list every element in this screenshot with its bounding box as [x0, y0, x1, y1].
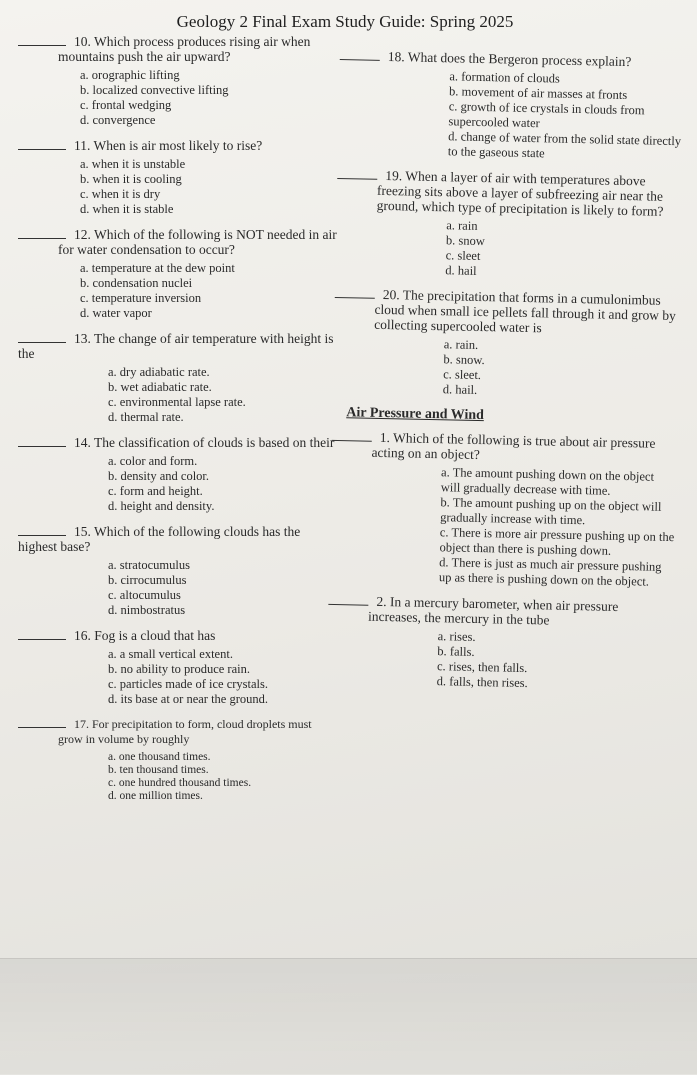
question-number: 1.	[379, 429, 391, 446]
question-stem: In a mercury barometer, when air pressure increases, the mercury in the tube	[367, 594, 619, 628]
question-number: 12.	[74, 227, 91, 242]
question-10	[18, 34, 338, 128]
question-18	[338, 48, 685, 164]
option-a: a. one thousand times.	[108, 751, 211, 763]
section-heading: Air Pressure and Wind	[346, 405, 485, 424]
right-column	[326, 48, 685, 704]
question-number: 19.	[385, 167, 403, 184]
option-a: a. stratocumulus	[108, 558, 190, 572]
answer-blank[interactable]	[18, 149, 66, 150]
option-c: c. environmental lapse rate.	[108, 395, 246, 409]
option-c: c. form and height.	[108, 484, 203, 498]
question-number: 10.	[74, 34, 91, 49]
option-d: d. hail.	[442, 382, 478, 397]
left-column	[18, 34, 338, 813]
question-number: 2.	[376, 593, 387, 610]
question-number: 13.	[74, 331, 91, 346]
option-d: d. There is just as much air pressure pushing up as there is pushing down on the object.	[438, 555, 662, 589]
question-stem: The precipitation that forms in a cumulonimbus cloud when small ice pellets fall through it and grow by collecting supercooled water is	[374, 287, 677, 336]
question-stem: Which of the following is true about air pressure acting on an object?	[371, 430, 656, 463]
answer-blank[interactable]	[18, 446, 66, 447]
question-stem: Which of the following is NOT needed in air for water condensation to occur?	[58, 227, 337, 257]
question-air-1	[329, 429, 677, 590]
option-a: a. rises.	[437, 629, 476, 644]
option-c: c. There is more air pressure pushing up on the object than there is pushing down.	[439, 525, 675, 558]
option-d: d. change of water from the solid state directly to the gaseous state	[447, 129, 682, 161]
option-a: a. color and form.	[108, 454, 198, 468]
option-b: b. cirrocumulus	[108, 573, 187, 587]
question-stem: When is air most likely to rise?	[93, 138, 263, 153]
option-b: b. density and color.	[108, 469, 210, 483]
option-d: d. when it is stable	[80, 202, 174, 216]
question-number: 14.	[74, 435, 91, 450]
question-number: 18.	[387, 49, 405, 65]
option-d: d. falls, then rises.	[436, 674, 528, 691]
option-b: b. localized convective lifting	[80, 83, 229, 97]
option-d: d. height and density.	[108, 499, 215, 513]
question-20	[333, 286, 680, 402]
question-stem: Which of the following clouds has the highest base?	[18, 524, 301, 554]
answer-blank[interactable]	[18, 727, 66, 728]
option-a: a. a small vertical extent.	[108, 647, 233, 661]
option-a: a. The amount pushing down on the object will gradually decrease with time.	[440, 465, 655, 498]
question-number: 17.	[74, 717, 89, 731]
option-a: a. formation of clouds	[449, 69, 560, 86]
option-c: c. temperature inversion	[80, 291, 202, 305]
question-13	[18, 331, 338, 425]
question-17	[18, 717, 338, 803]
question-16	[18, 628, 338, 707]
option-d: d. thermal rate.	[108, 410, 184, 424]
question-15	[18, 524, 338, 618]
answer-blank[interactable]	[340, 59, 380, 61]
option-d: d. water vapor	[80, 306, 152, 320]
option-c: c. when it is dry	[80, 187, 161, 201]
answer-blank[interactable]	[337, 178, 377, 180]
answer-blank[interactable]	[332, 440, 372, 442]
option-b: b. no ability to produce rain.	[108, 662, 250, 676]
option-d: d. nimbostratus	[108, 603, 186, 617]
answer-blank[interactable]	[18, 639, 66, 640]
answer-blank[interactable]	[18, 342, 66, 343]
option-b: b. snow	[445, 233, 486, 249]
option-a: a. orographic lifting	[80, 68, 180, 82]
question-stem: What does the Bergeron process explain?	[407, 49, 632, 70]
option-d: d. convergence	[80, 113, 156, 127]
answer-blank[interactable]	[18, 45, 66, 46]
option-a: a. temperature at the dew point	[80, 261, 235, 275]
answer-blank[interactable]	[335, 297, 375, 299]
option-c: c. growth of ice crystals in clouds from supercooled water	[448, 99, 645, 131]
option-b: b. falls.	[437, 644, 475, 659]
question-air-2	[327, 593, 674, 694]
option-a: a. rain	[446, 218, 478, 233]
option-a: a. rain.	[443, 337, 479, 352]
question-stem: For precipitation to form, cloud droplets must grow in volume by roughly	[58, 717, 312, 746]
question-stem: Fog is a cloud that has	[94, 628, 216, 643]
answer-blank[interactable]	[328, 604, 368, 606]
option-d: d. hail	[445, 263, 477, 278]
option-b: b. snow.	[443, 352, 485, 368]
question-number: 16.	[74, 628, 91, 643]
question-11	[18, 138, 338, 217]
option-c: c. frontal wedging	[80, 98, 172, 112]
option-c: c. particles made of ice crystals.	[108, 677, 268, 691]
option-a: a. when it is unstable	[80, 157, 186, 171]
question-number: 11.	[74, 138, 91, 153]
option-d: d. one million times.	[108, 790, 203, 802]
question-stem: Which process produces rising air when mountains push the air upward?	[58, 34, 311, 64]
option-a: a. dry adiabatic rate.	[108, 365, 210, 379]
question-number: 15.	[74, 524, 91, 539]
option-b: b. ten thousand times.	[108, 764, 209, 776]
option-b: b. The amount pushing up on the object will gradually increase with time.	[440, 495, 662, 528]
option-b: b. condensation nuclei	[80, 276, 193, 290]
option-c: c. altocumulus	[108, 588, 181, 602]
option-b: b. when it is cooling	[80, 172, 182, 186]
option-b: b. wet adiabatic rate.	[108, 380, 212, 394]
option-b: b. movement of air masses at fronts	[448, 84, 628, 103]
page-title	[165, 12, 525, 32]
option-c: c. rises, then falls.	[436, 659, 528, 676]
question-19	[335, 167, 682, 283]
answer-blank[interactable]	[18, 535, 66, 536]
question-stem: The change of air temperature with height is the	[18, 331, 334, 361]
question-stem: When a layer of air with temperatures above freezing sits above a layer of subfreezing air near the ground, which type of precipitation is likely to form?	[376, 168, 664, 219]
question-stem: The classification of clouds is based on their	[94, 435, 335, 450]
option-c: c. one hundred thousand times.	[108, 777, 252, 789]
answer-blank[interactable]	[18, 238, 66, 239]
question-number: 20.	[382, 286, 400, 303]
page-fold-shadow	[0, 958, 697, 1075]
option-c: c. sleet	[445, 248, 481, 263]
option-c: c. sleet.	[443, 367, 482, 383]
title-line: Geology 2 Final Exam Study Guide: Spring 2025	[176, 12, 514, 31]
question-14	[18, 435, 338, 514]
question-12	[18, 227, 338, 321]
option-d: d. its base at or near the ground.	[108, 692, 269, 706]
